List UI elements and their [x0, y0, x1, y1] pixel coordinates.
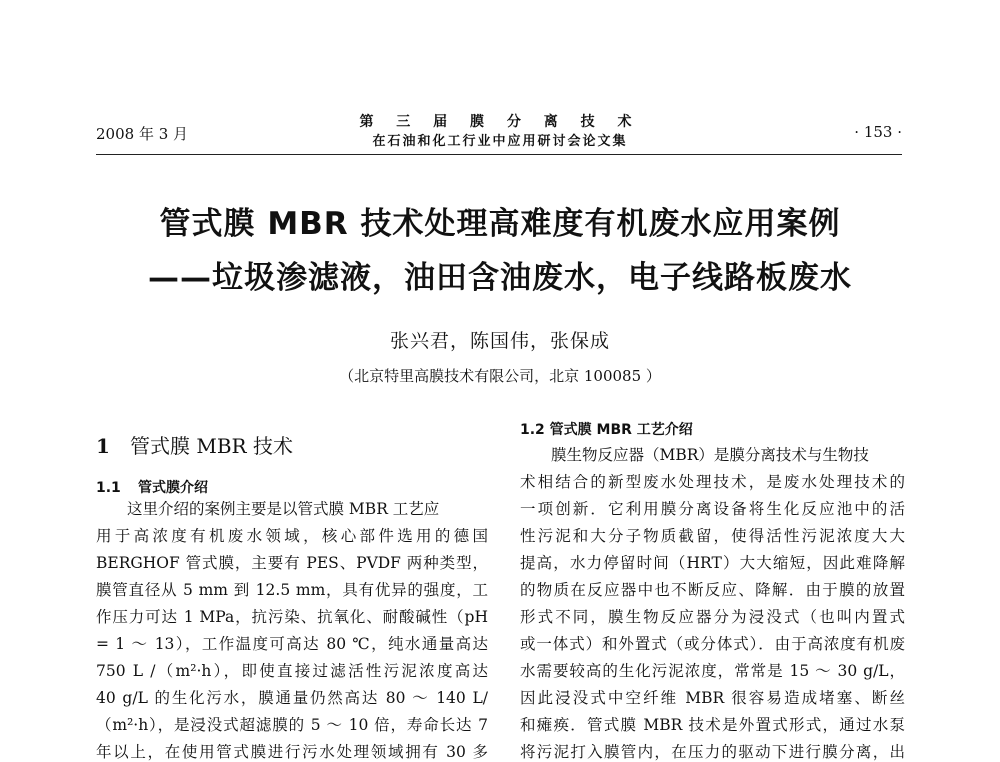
body-line-right: 水需要较高的生化污泥浓度，常常是 15 ～ 30 g/L， — [520, 662, 905, 680]
body-line-left: BERGHOF 管式膜，主要有 PES、PVDF 两种类型， — [96, 554, 488, 572]
section-title: 管式膜 MBR 技术 — [130, 434, 293, 458]
body-line-right: 性污泥和大分子物质截留，使得活性污泥浓度大大 — [520, 527, 905, 545]
conference-header — [290, 112, 710, 152]
body-line-left: 40 g/L 的生化污水，膜通量仍然高达 80 ～ 140 L/ — [96, 689, 488, 707]
body-line-left: 作压力可达 1 MPa，抗污染、抗氧化、耐酸碱性（pH — [96, 608, 488, 626]
body-line-right: 术相结合的新型废水处理技术，是废水处理技术的 — [520, 473, 905, 491]
body-line-right: 一项创新．它利用膜分离设备将生化反应池中的活 — [520, 500, 905, 518]
body-line-left: 这里介绍的案例主要是以管式膜 MBR 工艺应 — [127, 500, 440, 518]
header-divider — [96, 154, 902, 155]
body-line-left: 膜管直径从 5 mm 到 12.5 mm，具有优异的强度，工 — [96, 581, 488, 599]
body-line-right: 提高，水力停留时间（HRT）大大缩短，因此难降解 — [520, 554, 905, 572]
body-line-right: 或一体式）和外置式（或分体式）．由于高浓度有机废 — [520, 635, 905, 653]
body-line-right: 和瘫痪．管式膜 MBR 技术是外置式形式，通过水泵 — [520, 716, 905, 734]
body-line-right: 因此浸没式中空纤维 MBR 很容易造成堵塞、断丝 — [520, 689, 905, 707]
body-line-right: 将污泥打入膜管内，在压力的驱动下进行膜分离，出 — [520, 743, 905, 761]
section-number: 1 — [96, 434, 110, 458]
subsection-heading-left — [96, 477, 208, 497]
body-line-right: 的物质在反应器中也不断反应、降解．由于膜的放置 — [520, 581, 905, 599]
body-line-left: 用于高浓度有机废水领域，核心部件选用的德国 — [96, 527, 488, 545]
conference-title-line1: 第 三 届 膜 分 离 技 术 — [359, 114, 641, 130]
paper-subtitle: ——垃圾渗滤液，油田含油废水，电子线路板废水 — [148, 260, 852, 296]
conference-title-line2: 在石油和化工行业中应用研讨会论文集 — [372, 134, 628, 149]
subsection-heading-right: 1.2 管式膜 MBR 工艺介绍 — [520, 422, 693, 438]
body-line-left: 年以上，在使用管式膜进行污水处理领域拥有 30 多 — [96, 743, 488, 761]
subsection-number: 1.1 — [96, 480, 121, 496]
body-line-left: 750 L /（m²·h），即使直接过滤活性污泥浓度高达 — [96, 662, 488, 680]
subsection-title: 管式膜介绍 — [138, 480, 208, 496]
body-line-left: （m²·h），是浸没式超滤膜的 5 ～ 10 倍，寿命长达 7 — [96, 716, 488, 734]
paper-title: 管式膜 MBR 技术处理高难度有机废水应用案例 — [159, 206, 841, 242]
section-heading — [96, 430, 293, 459]
body-line-right: 膜生物反应器（MBR）是膜分离技术与生物技 — [551, 446, 869, 464]
body-line-right: 形式不同，膜生物反应器分为浸没式（也叫内置式 — [520, 608, 905, 626]
author-list: 张兴君，陈国伟，张保成 — [389, 330, 610, 352]
body-line-left: = 1 ～ 13），工作温度可高达 80 ℃，纯水通量高达 — [96, 635, 488, 653]
affiliation: （北京特里高膜技术有限公司，北京 100085 ） — [339, 367, 661, 385]
header-date: 2008 年 3 月 — [96, 125, 189, 143]
page-number: · 153 · — [854, 123, 902, 141]
